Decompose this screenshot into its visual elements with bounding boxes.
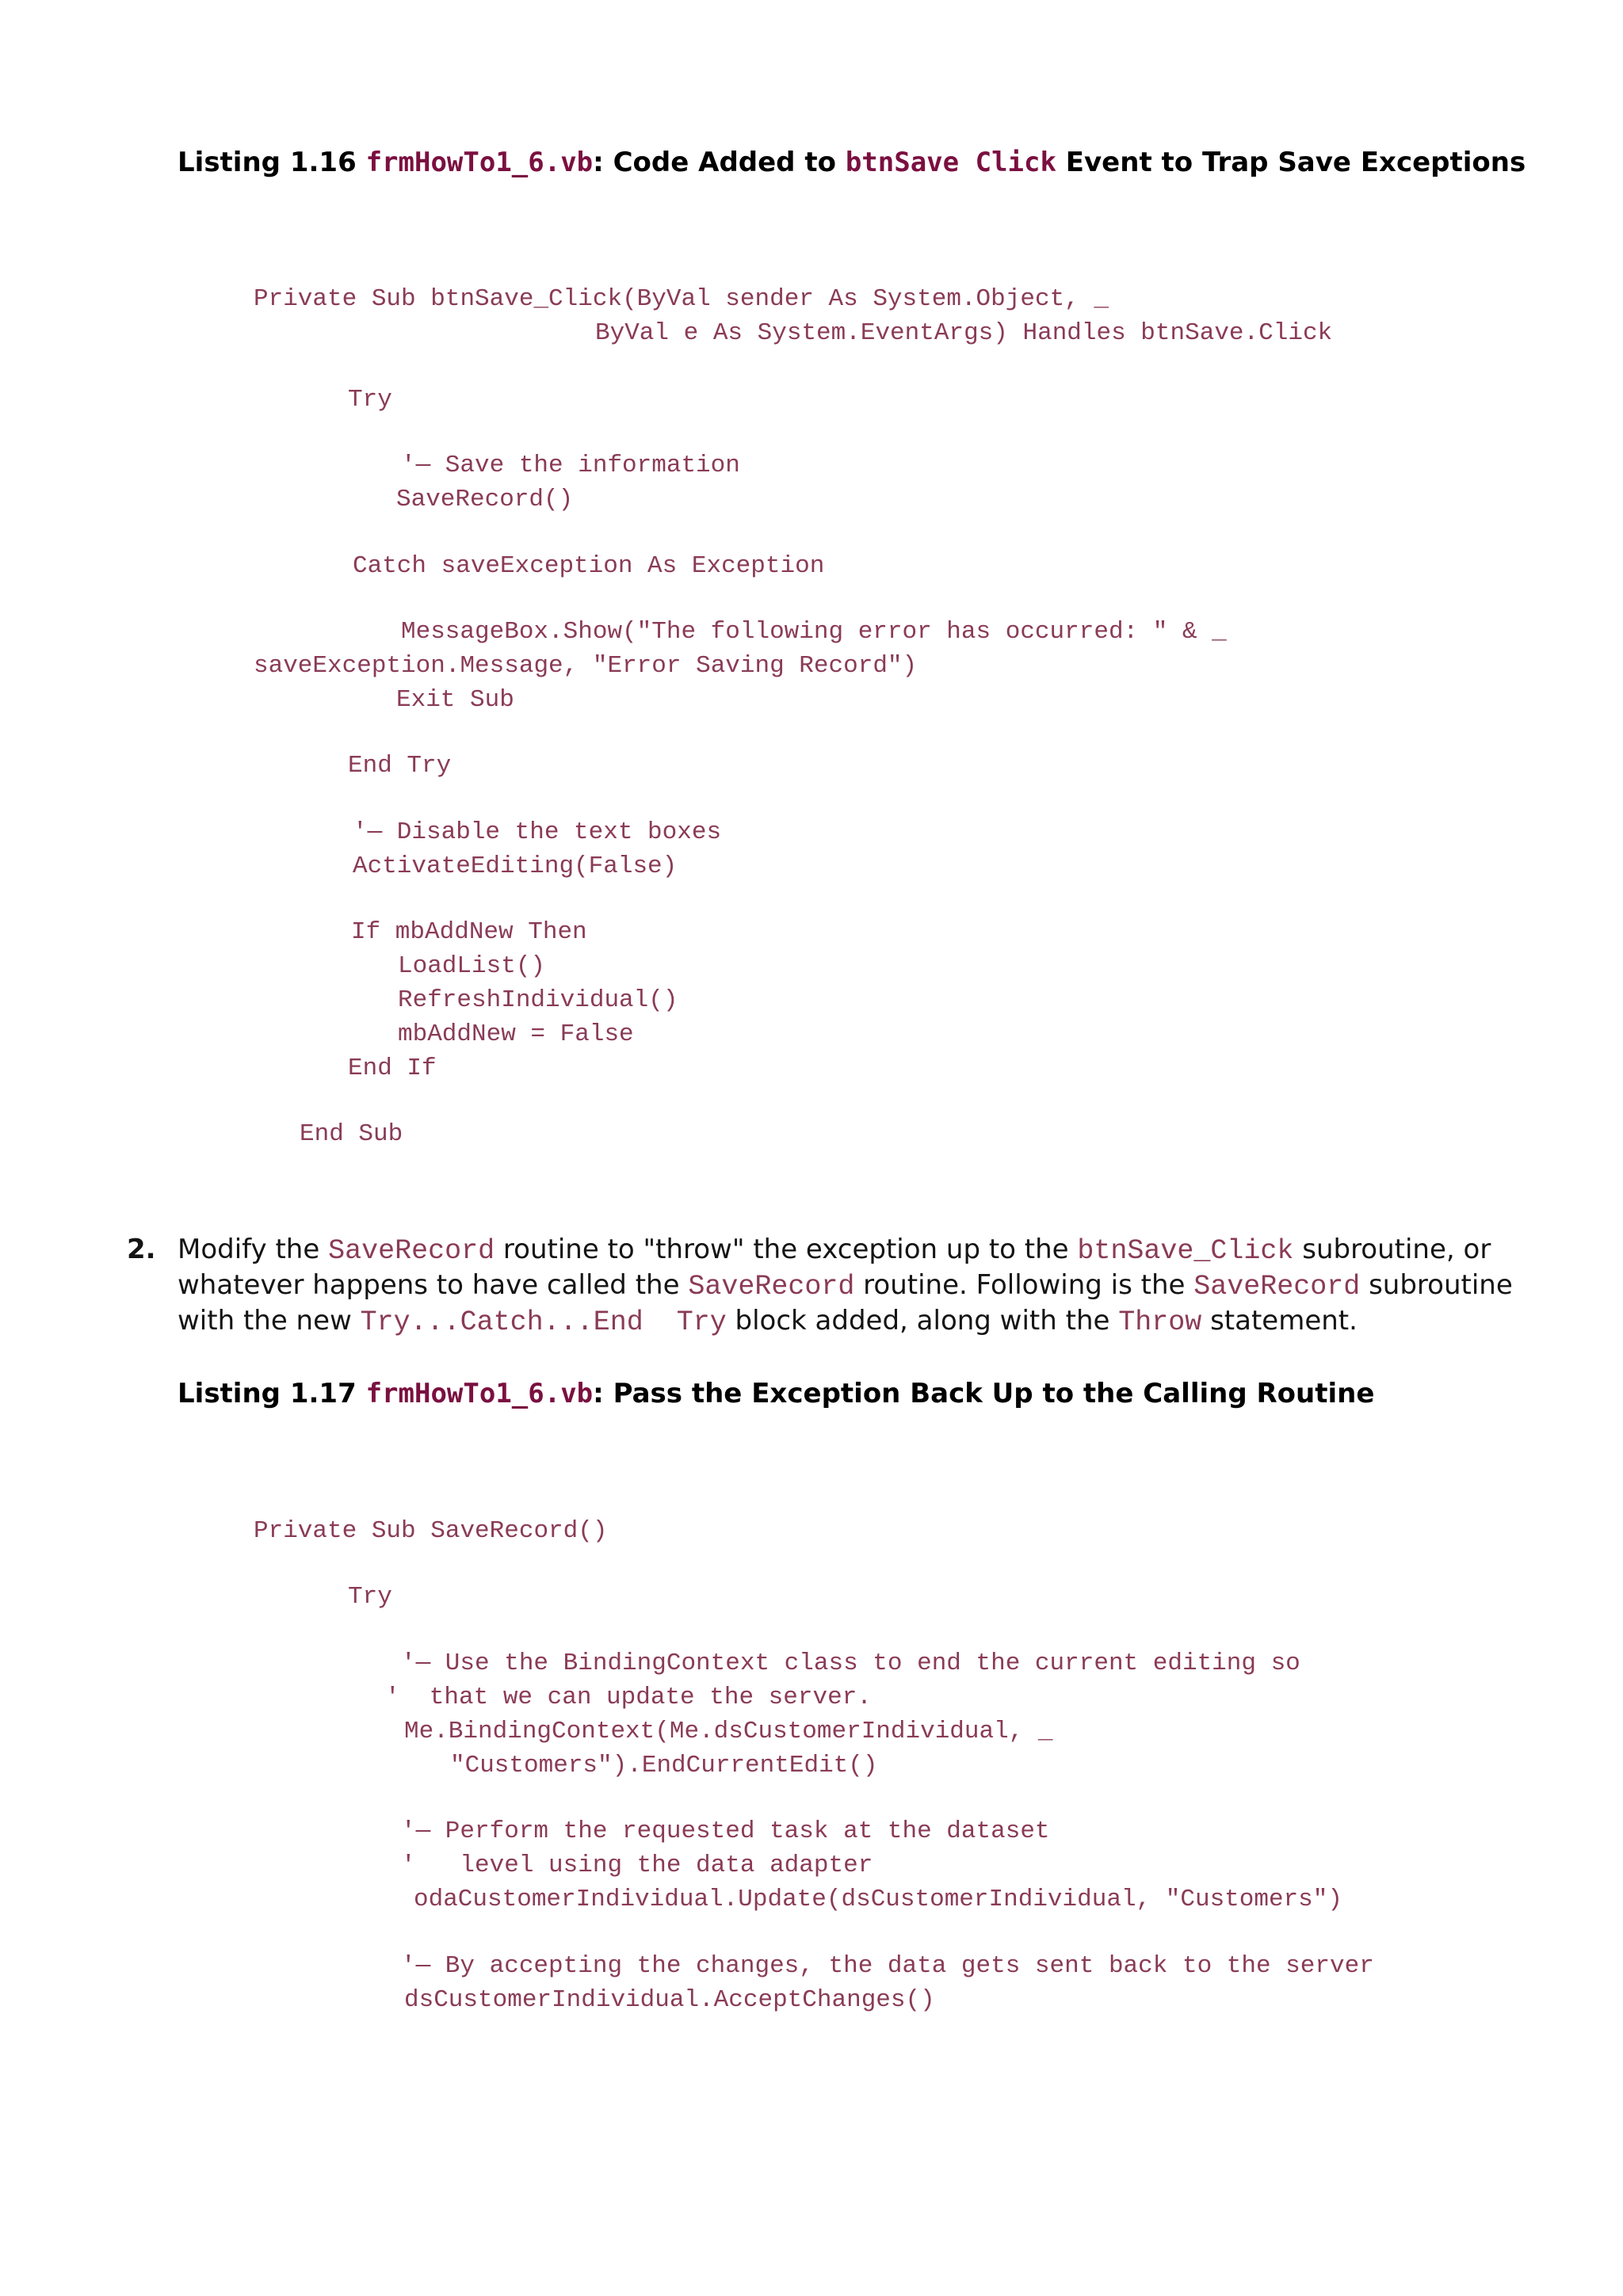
step-text-run: Modify the [178, 1234, 329, 1265]
inline-code-saverecord: SaveRecord [688, 1271, 855, 1302]
code-line: End If [348, 1055, 437, 1082]
code-line: End Sub [300, 1120, 403, 1148]
code-line: End Try [348, 752, 452, 780]
inline-code-btnsave-click: btnSave_Click [1077, 1235, 1294, 1267]
code-line: ' that we can update the server. [385, 1684, 872, 1711]
listing-filename: frmHowTo1_6.vb [365, 1378, 594, 1409]
listing-1-17-heading [178, 1376, 1374, 1411]
listing-title-text-end: Event to Trap Save Exceptions [1056, 147, 1526, 178]
code-line: dsCustomerIndividual.AcceptChanges() [404, 1986, 935, 2014]
code-line: Try [348, 1583, 392, 1611]
code-line: ' level using the data adapter [401, 1852, 873, 1879]
listing-label: Listing 1.16 [178, 147, 366, 178]
code-line: SaveRecord() [396, 486, 574, 513]
code-line: odaCustomerIndividual.Update(dsCustomerIndividual, "Customers") [414, 1886, 1342, 1913]
code-line: mbAddNew = False [398, 1020, 634, 1048]
code-line: saveException.Message, "Error Saving Record") [254, 652, 918, 680]
step-text-run: subroutine, or whatever happens to have called the [178, 1234, 1491, 1301]
code-line: If mbAddNew Then [351, 918, 587, 946]
listing-title-text: : Code Added to [593, 147, 846, 178]
code-line: MessageBox.Show("The following error has occurred: " & _ [401, 618, 1227, 646]
listing-code-click: Click [975, 147, 1056, 178]
step-text [178, 1233, 1525, 1340]
code-line: ByVal e As System.EventArgs) Handles btnSave.Click [595, 319, 1333, 347]
step-text-run: routine. Following is the [854, 1269, 1194, 1301]
step-number: 2. [127, 1234, 156, 1265]
step-text-run: subroutine with the new [178, 1269, 1513, 1337]
code-line: Exit Sub [396, 686, 514, 714]
code-line: '— By accepting the changes, the data gets sent back to the server [401, 1952, 1374, 1980]
step-text-run: routine to "throw" the exception up to the [495, 1234, 1078, 1265]
inline-code-throw: Throw [1118, 1306, 1202, 1338]
code-line: '— Perform the requested task at the dataset [401, 1817, 1050, 1845]
listing-1-16-heading [178, 145, 1526, 180]
code-line: Me.BindingContext(Me.dsCustomerIndividual, _ [404, 1718, 1053, 1745]
listing-code-btnsave: btnSave [845, 147, 960, 178]
inline-code-saverecord: SaveRecord [328, 1235, 495, 1267]
code-line: Private Sub btnSave_Click(ByVal sender As System.Object, _ [254, 285, 1109, 313]
listing-title-text: : Pass the Exception Back Up to the Calling Routine [593, 1378, 1375, 1409]
code-line: '— Disable the text boxes [353, 818, 722, 846]
code-line: '— Use the BindingContext class to end the current editing so [401, 1650, 1300, 1677]
step-text-run: statement. [1201, 1305, 1358, 1337]
step-text-run: block added, along with the [726, 1305, 1119, 1337]
inline-code-saverecord: SaveRecord [1193, 1271, 1361, 1302]
listing-label: Listing 1.17 [178, 1378, 366, 1409]
listing-filename: frmHowTo1_6.vb [365, 147, 594, 178]
code-line: LoadList() [398, 952, 546, 980]
code-line: '— Save the information [401, 452, 740, 479]
code-line: Try [348, 386, 392, 414]
code-line: Private Sub SaveRecord() [254, 1517, 608, 1545]
inline-code-try-catch: Try...Catch...End Try [360, 1306, 727, 1338]
code-line: RefreshIndividual() [398, 986, 678, 1014]
code-line: Catch saveException As Exception [353, 552, 825, 580]
code-line: "Customers").EndCurrentEdit() [450, 1752, 878, 1779]
code-line: ActivateEditing(False) [353, 852, 678, 880]
